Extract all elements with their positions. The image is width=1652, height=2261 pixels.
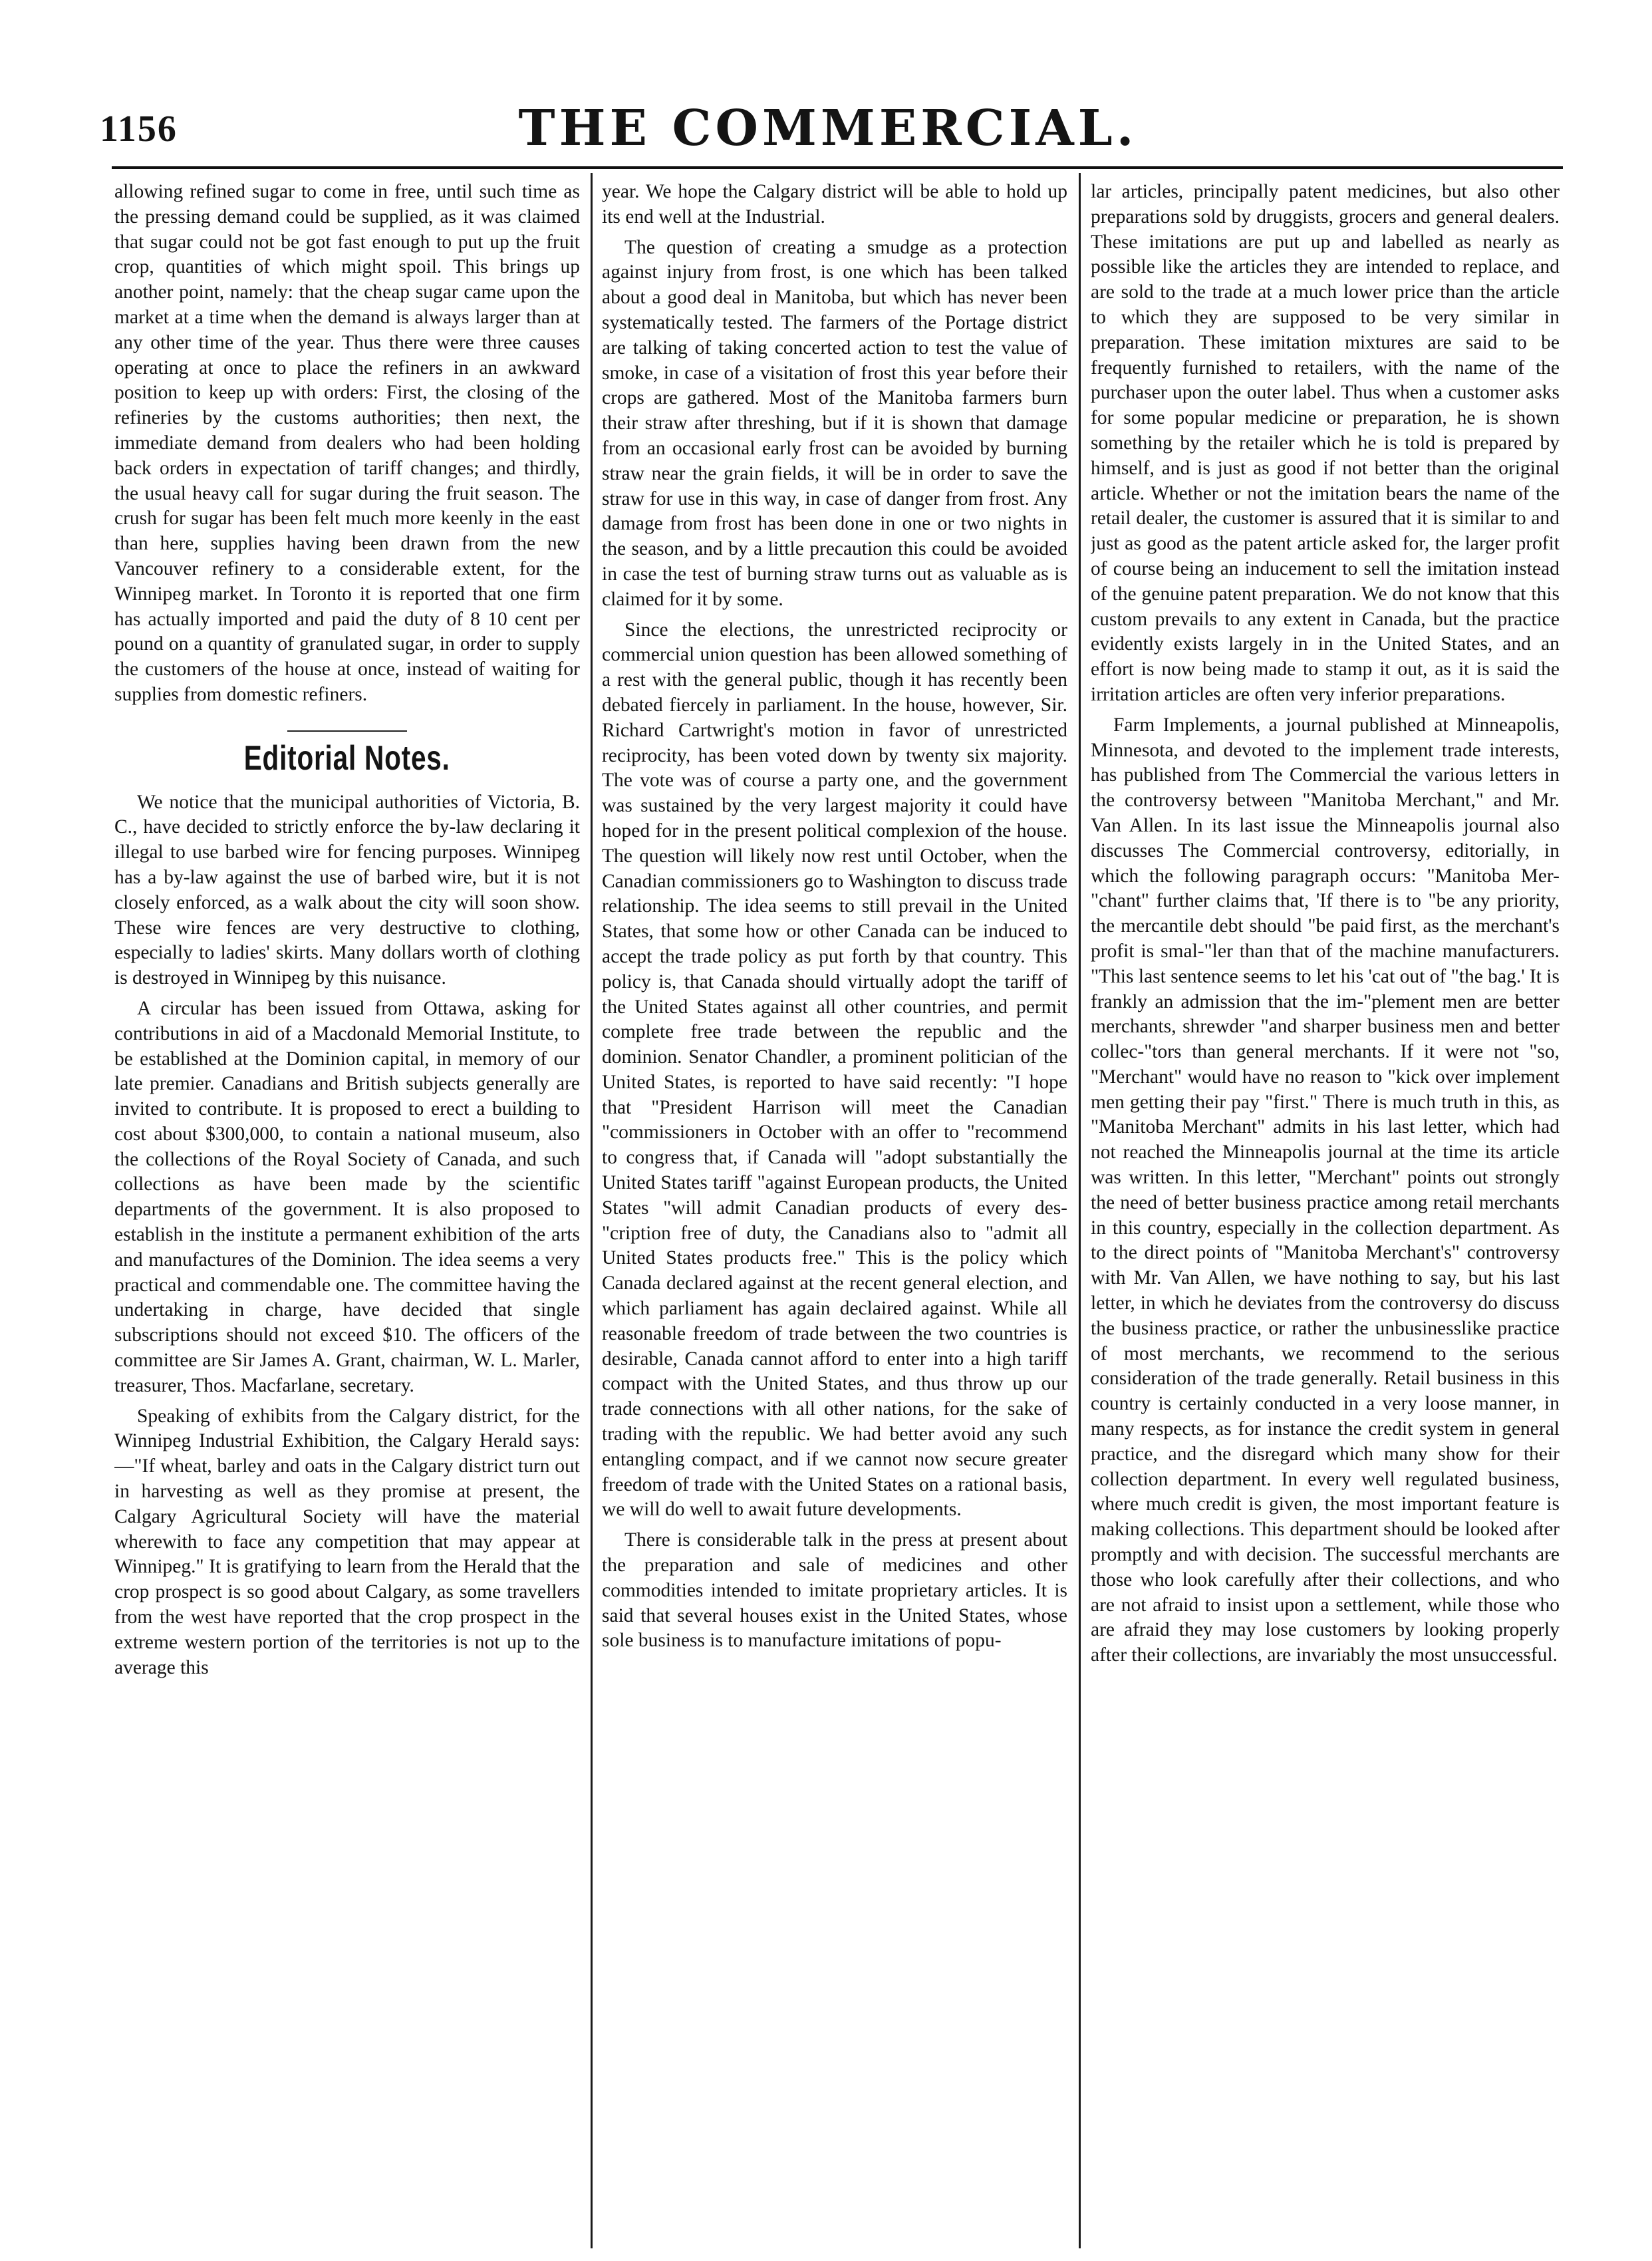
section-title: Editorial Notes.: [244, 738, 450, 778]
header-rule: [112, 166, 1563, 169]
article-paragraph: A circular has been issued from Ottawa, asking for contributions in aid of a Macdonald Memorial Institute, to be established at the Dominion capital, in memory of our late premier. Canadians and British subjects generally are invited to contribute. It is proposed to erect a building to cost about $300,000, to contain a national museum, also the collections of the Royal Society of Canada, and such collections as have been made by the scientific departments of the government. It is also proposed to establish in the institute a permanent exhibition of the arts and manufactures of the Dominion. The idea seems a very practical and commendable one. The committee having the undertaking in charge, have decided that single subscriptions should not exceed $10. The officers of the committee are Sir James A. Grant, chairman, W. L. Marler, treasurer, Thos. Macfarlane, secretary.: [114, 997, 580, 1396]
section-heading: [114, 730, 580, 777]
article-paragraph: Since the elections, the unrestricted reciprocity or commercial union question has been allowed something of a rest with the general public, though it has recently been debated fiercely in parliament. In the house, however, Sir. Richard Cartwright's motion in favor of unrestricted reciprocity, has been voted down by twenty six majority. The vote was of course a party one, and the government was sustained by the very largest majority it could have hoped for in the present political complexion of the house. The question will likely now rest until October, when the Canadian commissioners go to Washington to discuss trade relationship. The idea seems to still prevail in the United States, that some how or other Canada can be induced to accept the trade policy as put forth by that country. This policy is, that Canada should virtually adopt the tariff of the United States against all other countries, and permit complete free trade between the republic and the dominion. Senator Chandler, a prominent politician of the United States, is reported to have said recently: "I hope that "President Harrison will meet the Canadian "commissioners in October with an offer to "recommend to congress that, if Canada will "adopt substantially the United States tariff "against European products, the United States "will admit Canadian products of every des-"cription free of duty, the Canadians also to "admit all United States products free." This is the policy which Canada declared against at the recent general election, and which parliament has again declaired against. While all reasonable freedom of trade between the two countries is desirable, Canada cannot afford to enter into a high tariff compact with the United States, and thus throw up our trade connections with all other nations, for the sake of trading with the republic. We had better avoid any such entangling compact, and if we cannot now secure greater freedom of trade with the United States on a rational basis, we will do well to await future developments.: [602, 619, 1067, 1521]
page-number: 1156: [100, 108, 178, 150]
article-paragraph: allowing refined sugar to come in free, until such time as the pressing demand could be supplied, as it was claimed that sugar could not be got fast enough to put up the fruit crop, quantities of which might spoil. This brings up another point, namely: that the cheap sugar came upon the market at a time when the demand is always larger than at any other time of the year. Thus there were three causes operating at once to place the refiners in an awkward position to keep up with orders: First, the closing of the refineries by the customs authorities; then next, the immediate demand from dealers who had been holding back orders in expectation of tariff changes; and thirdly, the usual heavy call for sugar during the fruit season. The crush for sugar has been felt much more keenly in the east than here, supplies having been drawn from the new Vancouver refinery to a considerable extent, for the Winnipeg market. In Toronto it is reported that one firm has actually imported and paid the duty of 8 10 cent per pound on a quantity of granulated sugar, in order to supply the customers of the house at once, instead of waiting for supplies from domestic refiners.: [114, 181, 580, 705]
column-left: [114, 180, 580, 2248]
article-paragraph: We notice that the municipal authorities of Victoria, B. C., have decided to strictly enforce the by-law declaring it illegal to use barbed wire for fencing purposes. Winnipeg has a by-law against the use of barbed wire, but it is not closely enforced, as a walk about the city will soon show. These wire fences are very destructive to clothing, especially to ladies' skirts. Many dollars worth of clothing is destroyed in Winnipeg by this nuisance.: [114, 791, 580, 989]
page-header: [100, 100, 1556, 160]
column-right: [1091, 180, 1560, 2248]
article-paragraph: Speaking of exhibits from the Calgary district, for the Winnipeg Industrial Exhibition, the Calgary Herald says:—"If wheat, barley and oats in the Calgary district turn out in harvesting as well as they promise at present, the Calgary Agricultural Society will have the material wherewith to face any competition that may appear at Winnipeg." It is gratifying to learn from the Herald that the crop prospect is so good about Calgary, as some travellers from the west have reported that the crop prospect in the extreme western portion of the territories is not up to the average this: [114, 1405, 580, 1678]
section-divider: [287, 730, 407, 732]
article-paragraph: year. We hope the Calgary district will be able to hold up its end well at the Industrial.: [602, 181, 1067, 227]
column-divider: [591, 173, 593, 2248]
masthead-title: THE COMMERCIAL.: [518, 100, 1138, 157]
column-divider: [1079, 173, 1081, 2248]
column-middle: [602, 180, 1067, 2248]
article-paragraph: Farm Implements, a journal published at Minneapolis, Minnesota, and devoted to the implement trade interests, has published from The Commercial the various letters in the controversy between "Manitoba Merchant," and Mr. Van Allen. In its last issue the Minneapolis journal also discusses The Commercial controversy, editorially, in which the following paragraph occurs: "Manitoba Mer-"chant" further claims that, 'If there is to "be any priority, the mercantile debt should "be paid first, as the merchant's profit is smal-"ler than that of the machine manufacturers. "This last sentence seems to let his 'cat out of "the bag.' It is frankly an admission that the im-"plement men are better merchants, shrewder "and sharper business men and better collec-"tors than general merchants. If it were not "so, "Merchant" would have no reason to "kick over implement men getting their pay "first." There is much truth in this, as "Manitoba Merchant" admits in his last letter, which had not reached the Minneapolis journal at the time its article was written. In this letter, "Merchant" points out strongly the need of better business practice among retail merchants in this country, especially in the collection department. As to the direct points of "Manitoba Merchant's" controversy with Mr. Van Allen, we have nothing to say, but his last letter, in which he deviates from the controversy do discuss the business practice, or rather the unbusinesslike practice of most merchants, we recommend to the serious consideration of the trade generally. Retail business in this country is certainly conducted in a very loose manner, in many respects, as for instance the credit system in general practice, and the disregard which many show for their collection department. In every well regulated business, where much credit is given, the most important feature is making collections. This department should be looked after promptly and with decision. The successful merchants are those who look carefully after their collections, and who are not afraid to insist upon a settlement, while those who are afraid they may lose customers by looking properly after their collections, are invariably the most unsuccessful.: [1091, 714, 1560, 1666]
article-paragraph: The question of creating a smudge as a protection against injury from frost, is one which has been talked about a good deal in Manitoba, but which has never been systematically tested. The farmers of the Portage district are talking of taking concerted action to test the value of smoke, in case of a visitation of frost this year before their crops are gathered. Most of the Manitoba farmers burn their straw after threshing, but if it is shown that damage from an occasional early frost can be avoided by burning straw near the grain fields, it will be in order to save the straw for use in this way, in case of danger from frost. Any damage from frost has been done in one or two nights in the season, and by a little precaution this could be avoided in case the test of burning straw turns out as valuable as is claimed for it by some.: [602, 236, 1067, 610]
article-paragraph: lar articles, principally patent medicines, but also other preparations sold by druggists, grocers and general dealers. These imitations are put up and labelled as nearly as possible like the articles they are intended to replace, and are sold to the trade at a much lower price than the article to which they are supposed to be very similar in preparation. These imitation mixtures are said to be frequently furnished to retailers, with the name of the purchaser upon the outer label. Thus when a customer asks for some popular medicine or preparation, he is shown something by the retailer which he is told is prepared by himself, and is just as good if not better than the original article. Whether or not the imitation bears the name of the retail dealer, the customer is assured that it is similar to and just as good as the patent article asked for, the larger profit of course being an inducement to sell the imitation instead of the genuine patent preparation. We do not know that this custom prevails to any extent in Canada, but the practice evidently exists largely in in the United States, and an effort is now being made to stamp it out, as it is said the irritation articles are often very inferior preparations.: [1091, 181, 1560, 705]
article-paragraph: There is considerable talk in the press at present about the preparation and sale of medicines and other commodities intended to imitate proprietary articles. It is said that several houses exist in the United States, whose sole business is to manufacture imitations of popu-: [602, 1529, 1067, 1652]
